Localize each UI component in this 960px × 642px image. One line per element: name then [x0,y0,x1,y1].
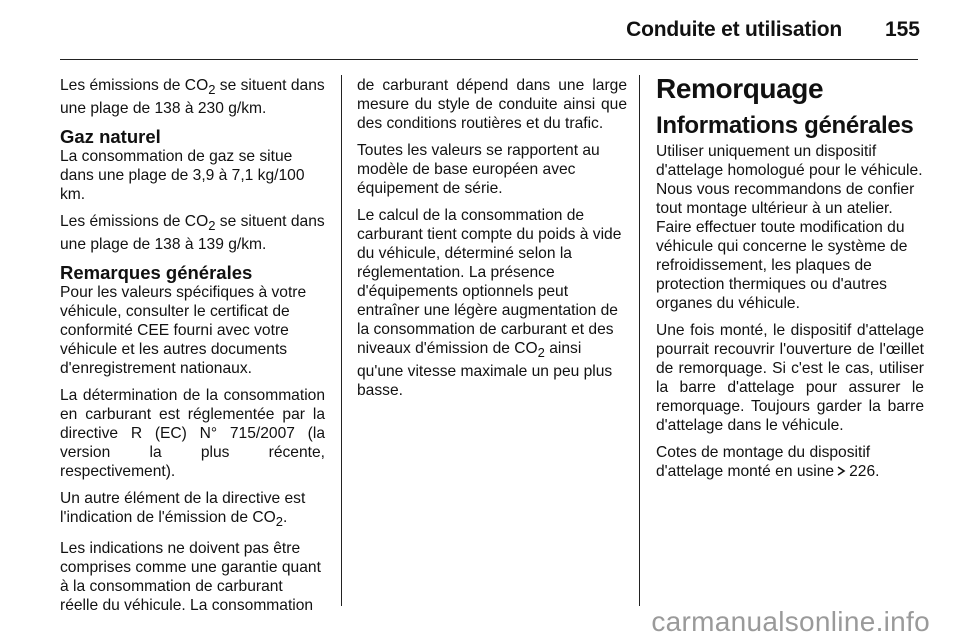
paragraph-calculation: Le calcul de la consommation de carburant tient compte du poids à vide du véhicule, déterminé selon la réglementation. La présence d'équipements optionnels peut entraîner une légère augmentation de la consommation de carburant et des niveaux d'émission de $CO_2$ ainsi qu'une vitesse maximale un peu plus basse. [357,207,622,400]
paragraph-gas-consumption: La consommation de gaz se situe dans une plage de 3,9 à 7,1 kg/100 km. [60,148,305,204]
paragraph-mounting-dimensions: Cotes de montage du dispositif d'attelage monté en usine 226. [656,444,880,480]
heading-towing: Remorquage [656,73,824,104]
column-divider-1 [341,75,342,606]
column-divider-2 [639,75,640,606]
header-rule [60,59,918,60]
section-title: Conduite et utilisation [626,18,842,41]
page-reference-link[interactable]: 226. [849,463,880,480]
page-header [0,0,960,58]
column-1 [60,76,325,623]
arrow-right-icon [836,466,846,476]
paragraph-co2-indication: Un autre élément de la directive est l'indication de l'émission de $CO_2$. [60,490,306,530]
paragraph-guarantee: Les indications ne doivent pas être comprises comme une garantie quant à la consommation de carburant réelle du véhicule. La consommation [60,540,321,615]
paragraph-co2-range-2: Les émissions de $CO_2$ se situent dans une plage de 138 à 139 g/km. [60,213,325,254]
paragraph-towbar-cover: Une fois monté, le dispositif d'attelage pourrait recouvrir l'ouverture de l'œillet de remorquage. Si c'est le cas, utiliser la barre d'attelage pour assurer le remorquage. Toujours garder la barre d'attelage dans le véhicule. [656,322,924,434]
heading-general-remarks: Remarques générales [60,262,253,284]
page-number: 155 [884,18,920,41]
paragraph-directive: La détermination de la consommation en carburant est réglementée par la directive R (EC) N° 715/2007 (la version la plus récente, respectivement). [60,387,325,481]
paragraph-base-model: Toutes les valeurs se rapportent au modèle de base européen avec équipement de série. [357,142,600,197]
paragraph-towbar-use: Utiliser uniquement un dispositif d'attelage homologué pour le véhicule. Nous vous recommandons de confier tout montage ultérieur à un atelier. Faire effectuer toute modification du véhicule qui concerne le système de refroidissement, les plaques de protection thermiques ou d'autres organes du véhicule. [656,143,923,312]
paragraph-co2-range-1: Les émissions de $CO_2$ se situent dans une plage de 138 à 230 g/km. [60,77,325,118]
column-3 [656,72,924,489]
paragraph-driving-style: de carburant dépend dans une large mesure du style de conduite ainsi que des conditions routières et du trafic. [357,77,627,132]
watermark: carmanualsonline.info [651,606,930,637]
heading-general-information: Informations générales [656,112,914,139]
paragraph-specific-values: Pour les valeurs spécifiques à votre véhicule, consulter le certificat de conformité CEE fourni avec votre véhicule et les autres documents d'enregistrement nationaux. [60,284,307,378]
column-2 [357,76,627,408]
heading-natural-gas: Gaz naturel [60,126,161,148]
